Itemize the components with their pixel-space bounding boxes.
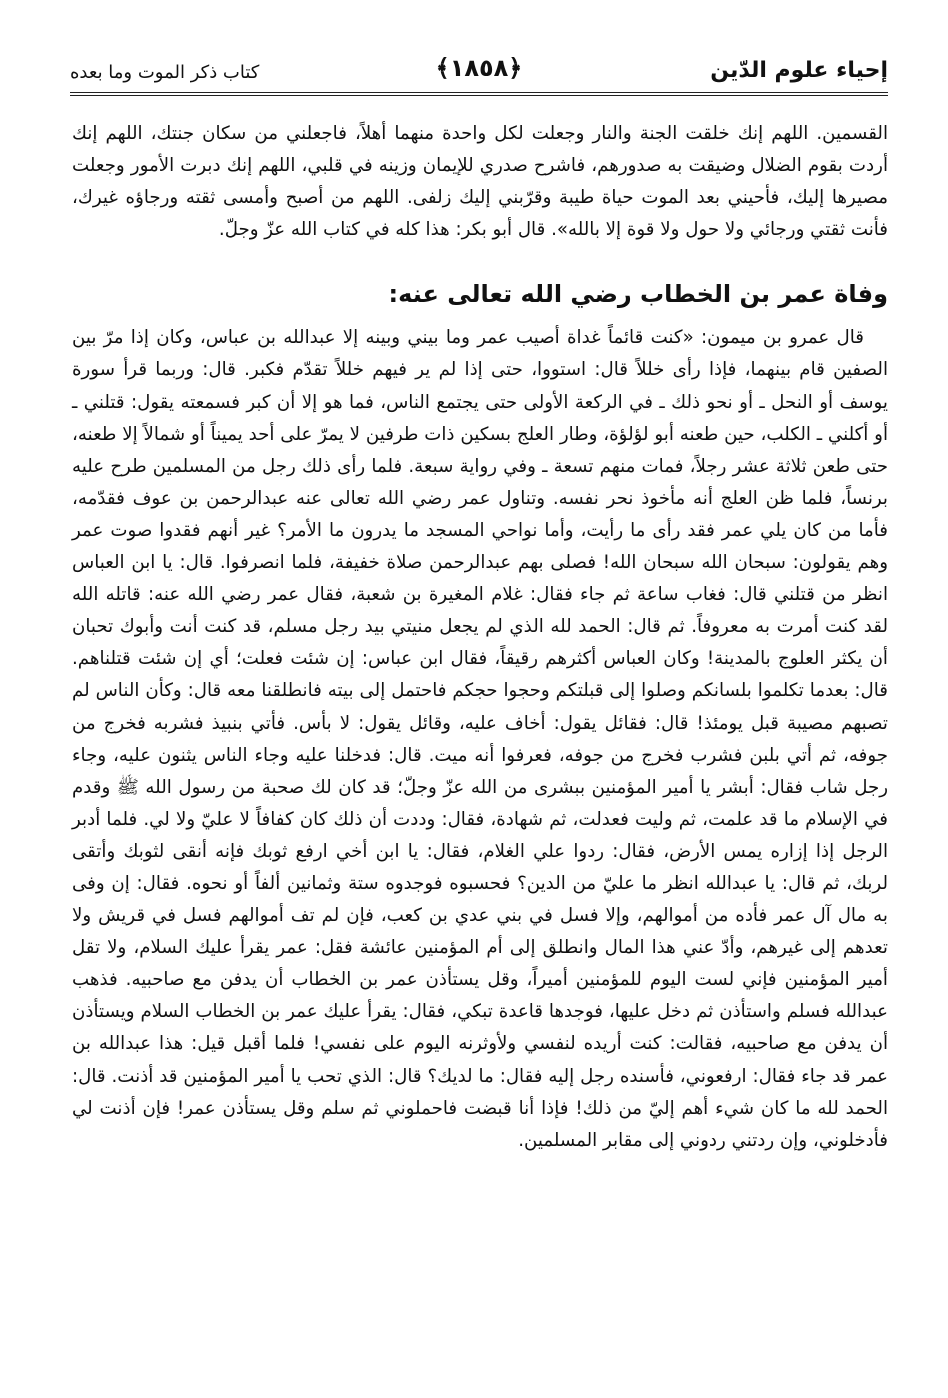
paragraph-narration: قال عمرو بن ميمون: «كنت قائماً غداة أصيب عمر وما بيني وبينه إلا عبدالله بن عباس، وكان إذا مرّ بين الصفين قام بينهما، فإذا رأى خللاً قال: استووا، حتى إذا لم ير فيهم خللاً تقدّم فكبر. قال: وربما قرأ سورة يوسف أو النحل ـ أو نحو ذلك ـ في الركعة الأولى حتى يجتمع الناس، فما هو إلا أن كبر فسمعته يقول: قتلني ـ أو أكلني ـ الكلب، حين طعنه أبو لؤلؤة، وطار العلج بسكين ذات طرفين لا يمرّ على أحد يميناً أو شمالاً إلا طعنه، حتى طعن ثلاثة عشر رجلاً، فمات منهم تسعة ـ وفي رواية سبعة. فلما رأى ذلك رجل من المسلمين طرح عليه برنساً، فلما ظن العلج أنه مأخوذ نحر نفسه. وتناول عمر رضي الله تعالى عنه عبدالرحمن بن عوف فقدّمه، فأما من كان يلي عمر فقد رأى ما رأيت، وأما نواحي المسجد ما يدرون ما الأمر؟ غير أنهم فقدوا صوت عمر وهم يقولون: سبحان الله سبحان الله! فصلى بهم عبدالرحمن صلاة خفيفة، فلما انصرفوا. قال: يا ابن العباس انظر من قتلني قال: فغاب ساعة ثم جاء فقال: غلام المغيرة بن شعبة، فقال عمر رضي الله عنه: قاتله الله لقد كنت أمرت به معروفاً. ثم قال: الحمد لله الذي لم يجعل منيتي بيد رجل مسلم، قد كنت أنت وأبوك تحبان أن يكثر العلوج بالمدينة! وكان العباس أكثرهم رقيقاً، فقال ابن عباس: إن شئت فعلت؛ أي إن شئت قتلناهم. قال: بعدما تكلموا بلسانكم وصلوا إلى قبلتكم وحجوا حجكم فاحتمل إلى بيته فانطلقنا معه قال: وكأن الناس لم تصبهم مصيبة قبل يومئذ! قال: فقائل يقول: أخاف عليه، وقائل يقول: لا بأس. فأتي بنبيذ فشربه فخرج من جوفه، ثم أتي بلبن فشرب فخرج من جوفه، فعرفوا أنه ميت. قال: فدخلنا عليه وجاء الناس يثنون عليه، وجاء رجل شاب فقال: أبشر يا أمير المؤمنين ببشرى من الله عزّ وجلّ؛ قد كان لك صحبة من رسول الله ﷺ وقدم في الإسلام ما قد علمت، ثم وليت فعدلت، ثم شهادة، فقال: وددت أن ذلك كان كفافاً لا عليّ ولا لي. فلما أدبر الرجل إذا إزاره يمس الأرض، فقال: ردوا علي الغلام، فقال: يا ابن أخي ارفع ثوبك فإنه أنقى لثوبك وأتقى لربك، ثم قال: يا عبدالله انظر ما عليّ من الدين؟ فحسبوه فوجدوه ستة وثمانين ألفاً أو نحوه. فقال: إن وفى به مال آل عمر فأده من أموالهم، وإلا فسل في بني عدي بن كعب، فإن لم تف أموالهم فسل في قريش ولا تعدهم إلى غيرهم، وأدّ عني هذا المال وانطلق إلى أم المؤمنين عائشة فقل: عمر يقرأ عليك السلام، ولا تقل أمير المؤمنين فإني لست اليوم للمؤمنين أميراً، وقل يستأذن عمر بن الخطاب أن يدفن مع صاحبيه. فذهب عبدالله فسلم واستأذن ثم دخل عليها، فوجدها قاعدة تبكي، فقال: يقرأ عليك عمر بن الخطاب السلام ويستأذن أن يدفن مع صاحبيه، فقالت: كنت أريده لنفسي ولأوثرنه اليوم على نفسي! فلما أقبل قيل: هذا عبدالله بن عمر قد جاء فقال: ارفعوني، فأسنده رجل إليه فقال: ما لديك؟ قال: الذي تحب يا أمير المؤمنين قد أذنت. قال: الحمد لله ما كان شيء أهم إليّ من ذلك! فإذا أنا قبضت فاحملوني ثم سلم وقل يستأذن عمر! فإن أذنت لي فأدخلوني، وإن ردتني ردوني إلى مقابر المسلمين. bbox=[72, 327, 888, 1151]
header-divider-thin bbox=[70, 95, 888, 96]
header-divider bbox=[70, 92, 888, 93]
paragraph-prayer: القسمين. اللهم إنك خلقت الجنة والنار وجعلت لكل واحدة منهما أهلاً، فاجعلني من سكان جنتك، اللهم إنك أردت بقوم الضلال وضيقت به صدورهم، فاشرح صدري للإيمان وزينه في قلبي، اللهم إنك دبرت الأمور وجعلت مصيرها إليك، فأحيني بعد الموت حياة طيبة وقرّبني إليك زلفى. اللهم من أصبح وأمسى ثقته ورجاؤه غيرك، فأنت ثقتي ورجائي ولا حول ولا قوة إلا بالله». قال أبو بكر: هذا كله في كتاب الله عزّ وجلّ. bbox=[72, 123, 888, 241]
section-heading: وفاة عمر بن الخطاب رضي الله تعالى عنه: bbox=[388, 280, 888, 309]
page-header bbox=[70, 48, 888, 98]
page-body bbox=[72, 118, 888, 1157]
page-number: ﴿١٨٥٨﴾ bbox=[435, 54, 523, 82]
book-title: إحياء علوم الدّين bbox=[710, 58, 888, 83]
section-title: كتاب ذكر الموت وما بعده bbox=[70, 62, 260, 83]
